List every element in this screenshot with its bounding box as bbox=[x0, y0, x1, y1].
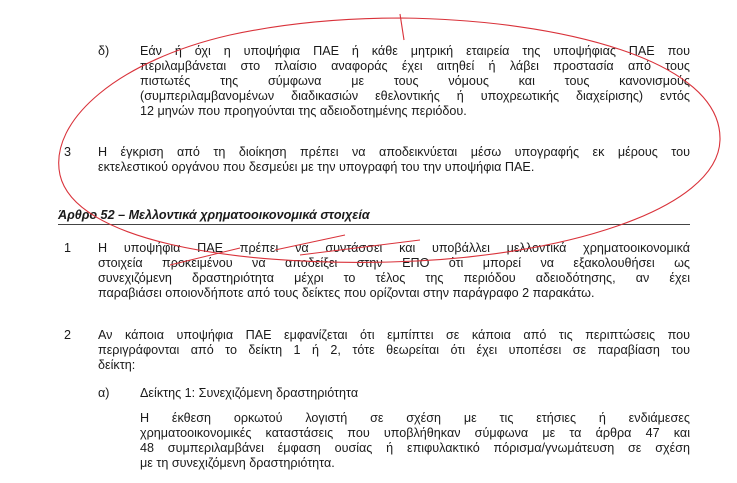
item-2-line: δείκτη: bbox=[98, 358, 136, 372]
heading-underline bbox=[58, 224, 690, 225]
item-2-marker: 2 bbox=[64, 328, 72, 342]
item-a-line: 48 συμπεριλαμβάνει έμφαση ουσίας ή επιφυλακτικό πόρισμα/γνωμάτευση σε σχέση bbox=[140, 441, 690, 455]
item-3-line: Η έγκριση από τη διοίκηση πρέπει να αποδεικνύεται μέσω υπογραφής εκ μέρους του bbox=[98, 145, 690, 159]
item-a-title-text: Δείκτης 1: Συνεχιζόμενη δραστηριότητα bbox=[140, 386, 359, 400]
item-a-line: Η έκθεση ορκωτού λογιστή σε σχέση με τις ετήσιες ή ενδιάμεσες bbox=[140, 411, 690, 425]
item-3-marker: 3 bbox=[64, 145, 72, 159]
item-2-text bbox=[98, 328, 690, 373]
item-d-text bbox=[140, 44, 690, 119]
item-3-line: εκτελεστικού οργάνου που δεσμεύει με την υπογραφή του την υποψήφια ΠΑΕ. bbox=[98, 160, 535, 174]
item-1-marker: 1 bbox=[64, 241, 72, 255]
annotation-top-tick bbox=[400, 14, 404, 40]
item-2-line: περιγράφονται από το δείκτη 1 ή 2, τότε θεωρείται ότι έχει υποπέσει σε παραβίαση του bbox=[98, 343, 690, 357]
item-1-text bbox=[98, 241, 690, 301]
article-heading: Άρθρο 52 – Μελλοντικά χρηματοοικονομικά στοιχεία bbox=[58, 208, 370, 222]
item-1-line: Η υποψήφια ΠΑΕ πρέπει να συντάσσει και υποβάλλει μελλοντικά χρηματοοικονομικά bbox=[98, 241, 690, 255]
item-a-marker: α) bbox=[98, 386, 110, 400]
item-2-line: Αν κάποια υποψήφια ΠΑΕ εμφανίζεται ότι εμπίπτει σε κάποια από τις περιπτώσεις που bbox=[98, 328, 690, 342]
item-d-line: 12 μηνών που προηγούνται της αδειοδοτημένης περιόδου. bbox=[140, 104, 467, 118]
item-3-text bbox=[98, 145, 690, 175]
item-1-line: συνεχιζόμενη δραστηριότητα μέχρι το τέλος της περιόδου αδειοδότησης, αν έχει bbox=[98, 271, 690, 285]
item-a-line: χρηματοοικονομικές καταστάσεις που υποβλήθηκαν σύμφωνα με τα άρθρα 47 και bbox=[140, 426, 690, 440]
item-d-marker: δ) bbox=[98, 44, 110, 58]
item-1-line: στοιχεία προκειμένου να αποδείξει στην ΕΠΟ ότι μπορεί να εξακολουθήσει ως bbox=[98, 256, 690, 270]
item-a-title bbox=[140, 386, 690, 401]
item-d-line: πιστωτές της σύμφωνα με τους νόμους και τους κανονισμούς bbox=[140, 74, 690, 88]
item-a-line: με τη συνεχιζόμενη δραστηριότητα. bbox=[140, 456, 335, 470]
item-1-line: παραβιάσει οποιονδήποτε από τους δείκτες που ορίζονται στην παράγραφο 2 παρακάτω. bbox=[98, 286, 595, 300]
item-d-line: (συμπεριλαμβανομένων διαδικασιών εθελοντικής ή υποχρεωτικής διαχείρισης) εντός bbox=[140, 89, 690, 103]
item-d-line: Εάν ή όχι η υποψήφια ΠΑΕ ή κάθε μητρική εταιρεία της υποψήφιας ΠΑΕ που bbox=[140, 44, 690, 58]
item-d-line: περιλαμβάνεται στο πλαίσιο αναφοράς έχει αιτηθεί ή λάβει προστασία από τους bbox=[140, 59, 690, 73]
item-a-text bbox=[140, 411, 690, 471]
